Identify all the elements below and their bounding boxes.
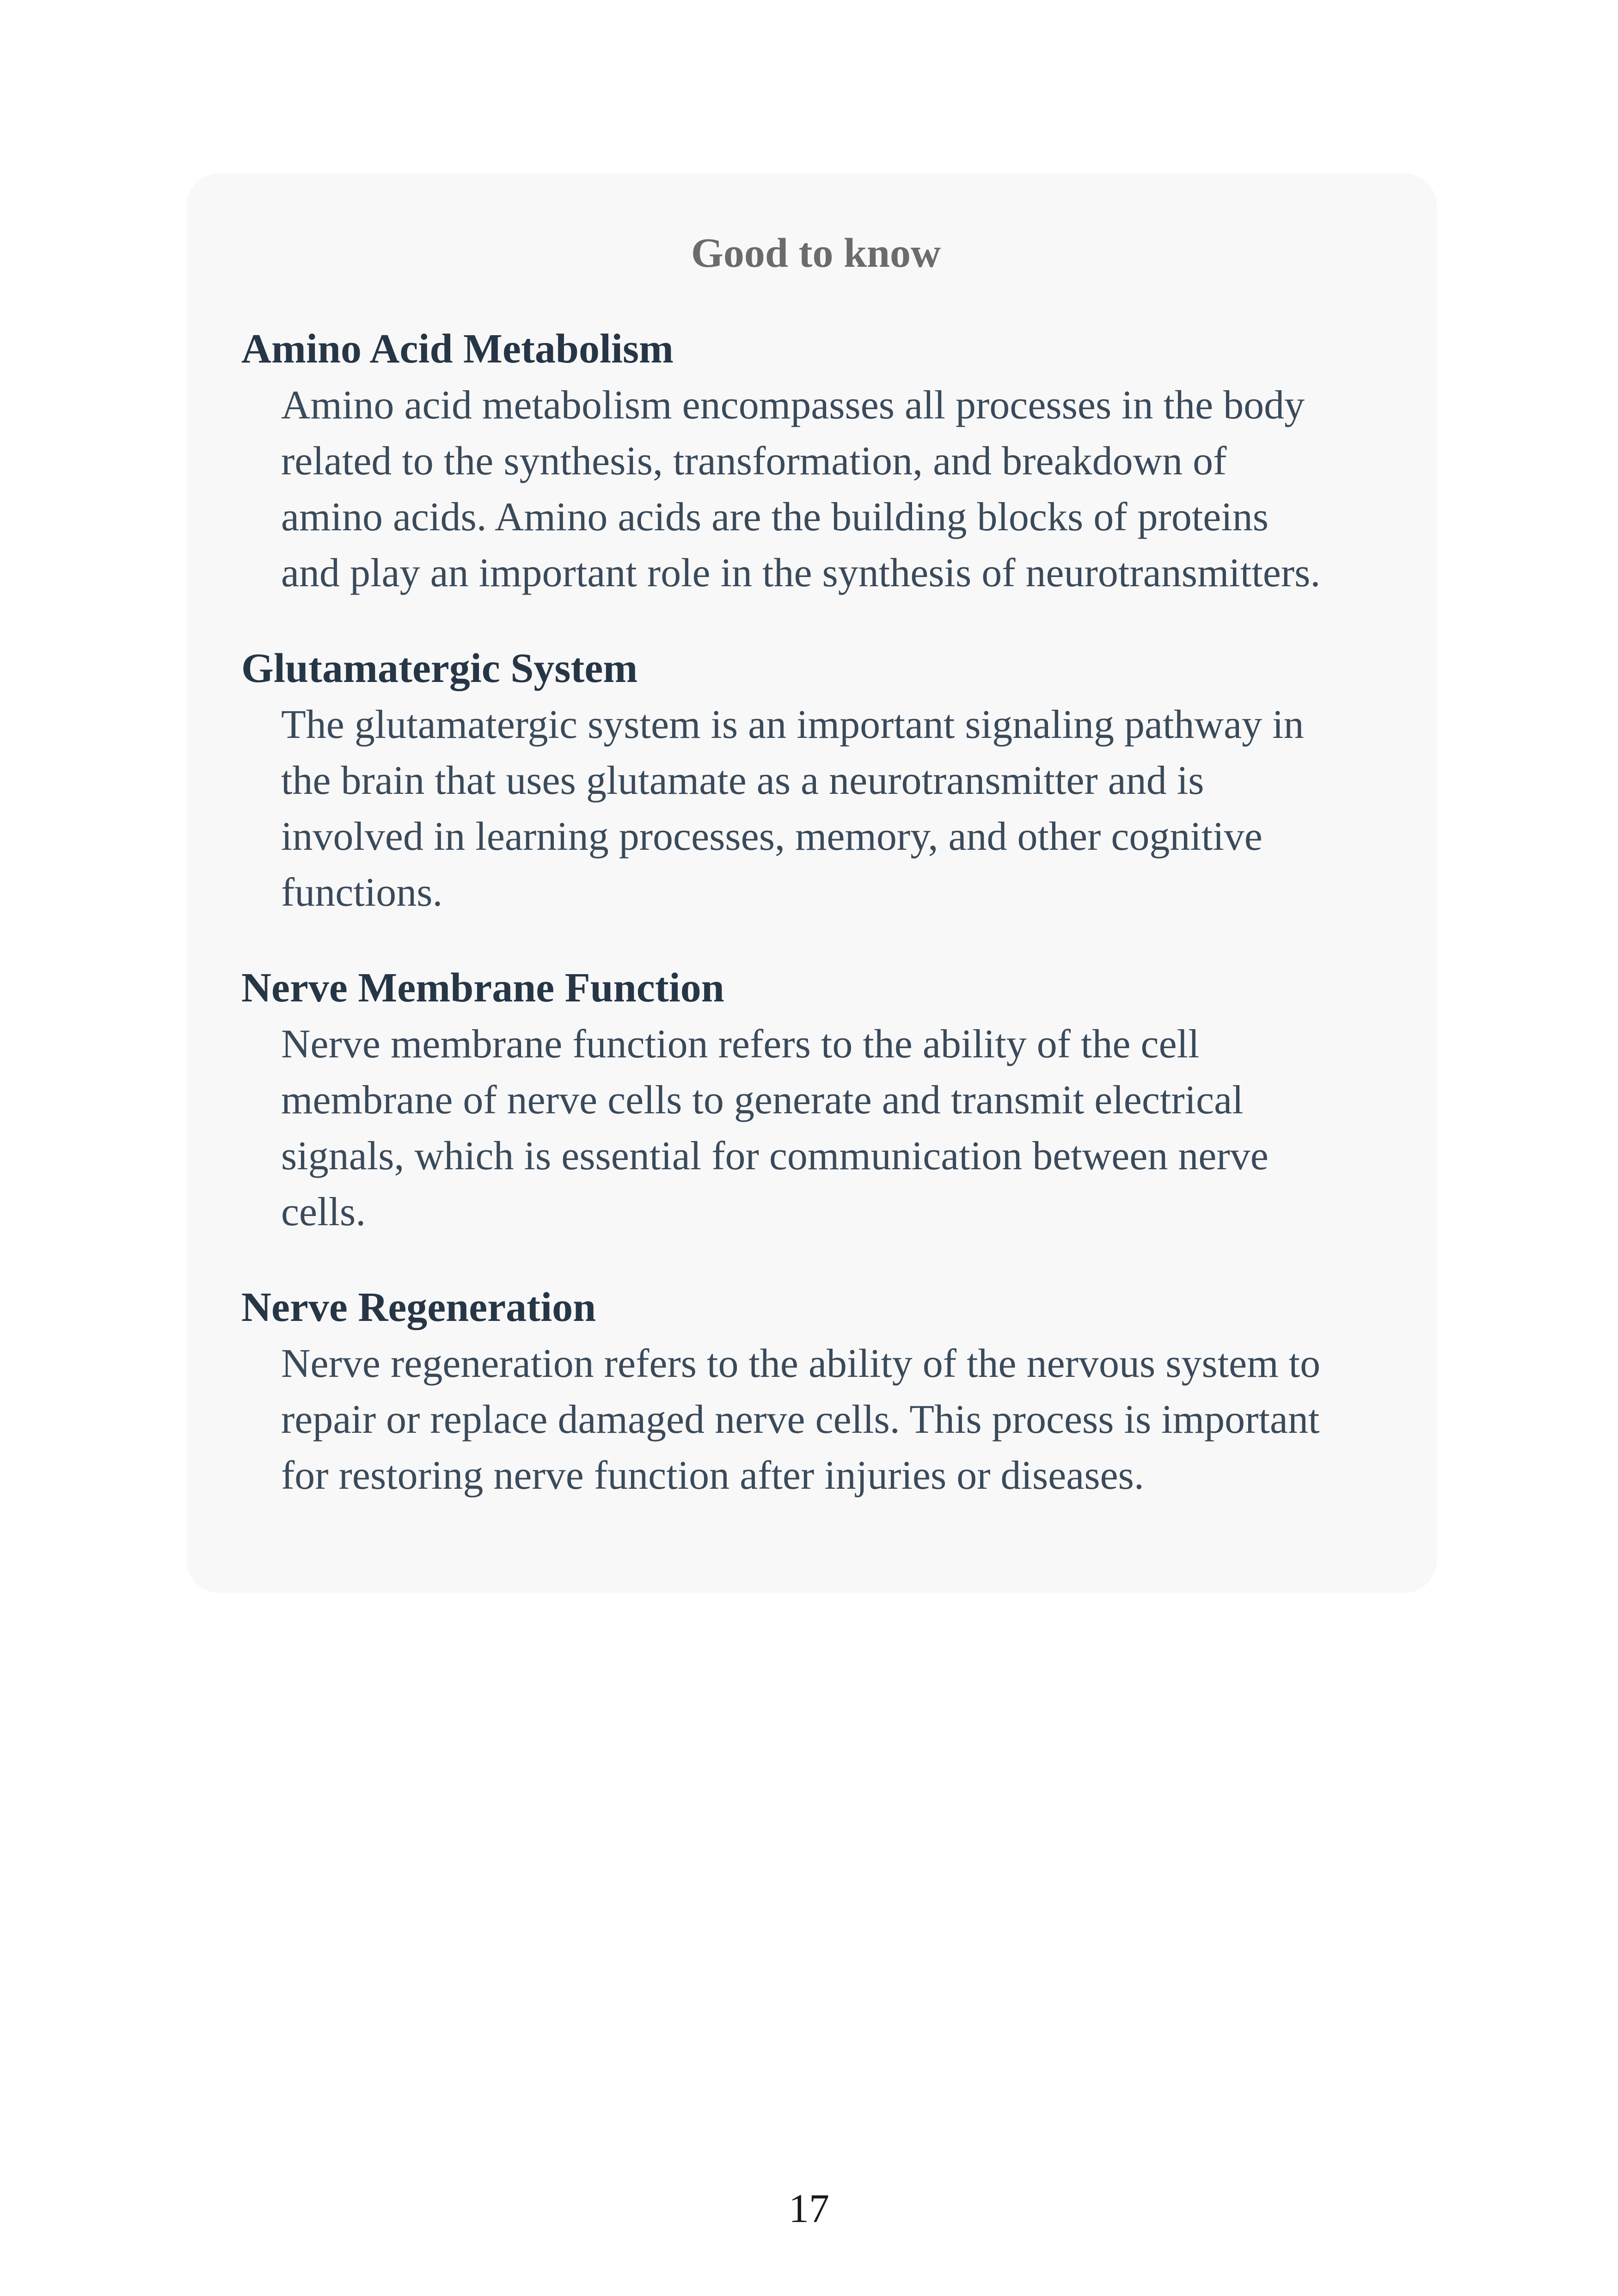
definition-line: Nerve membrane function refers to the ability of the cell — [281, 1022, 1200, 1067]
good-to-know-box — [187, 173, 1437, 1593]
term-definition — [241, 1336, 1391, 1504]
term-name: Nerve Membrane Function — [241, 965, 724, 1011]
definition-line: membrane of nerve cells to generate and transmit electrical — [281, 1078, 1244, 1123]
definition-line: functions. — [281, 870, 443, 915]
definition-line: signals, which is essential for communication between nerve — [281, 1134, 1269, 1179]
term-definition — [241, 1016, 1391, 1240]
definition-line: Nerve regeneration refers to the ability of the nervous system to — [281, 1341, 1321, 1386]
definition-line: amino acids. Amino acids are the building blocks of proteins — [281, 495, 1269, 540]
glossary-entry-nerve-membrane-function — [241, 960, 1391, 1240]
definition-line: Amino acid metabolism encompasses all processes in the body — [281, 383, 1305, 428]
definition-line: cells. — [281, 1190, 366, 1234]
term-name: Glutamatergic System — [241, 645, 638, 691]
definition-line: involved in learning processes, memory, and other cognitive — [281, 814, 1263, 859]
definition-line: the brain that uses glutamate as a neurotransmitter and is — [281, 758, 1204, 803]
glossary-entry-amino-acid-metabolism — [241, 321, 1391, 601]
page-number: 17 — [789, 2186, 829, 2231]
definition-line: repair or replace damaged nerve cells. This process is important — [281, 1397, 1320, 1442]
glossary-entry-nerve-regeneration — [241, 1279, 1391, 1504]
definition-line: related to the synthesis, transformation, and breakdown of — [281, 439, 1227, 484]
glossary-entry-glutamatergic-system — [241, 640, 1391, 921]
definition-line: and play an important role in the synthesis of neurotransmitters. — [281, 551, 1321, 595]
term-definition — [241, 697, 1391, 921]
term-name: Nerve Regeneration — [241, 1284, 596, 1330]
box-title: Good to know — [691, 230, 941, 276]
term-name: Amino Acid Metabolism — [241, 326, 674, 372]
term-definition — [241, 377, 1391, 601]
glossary-list — [241, 321, 1391, 1504]
definition-line: for restoring nerve function after injuries or diseases. — [281, 1453, 1144, 1498]
definition-line: The glutamatergic system is an important signaling pathway in — [281, 702, 1304, 747]
